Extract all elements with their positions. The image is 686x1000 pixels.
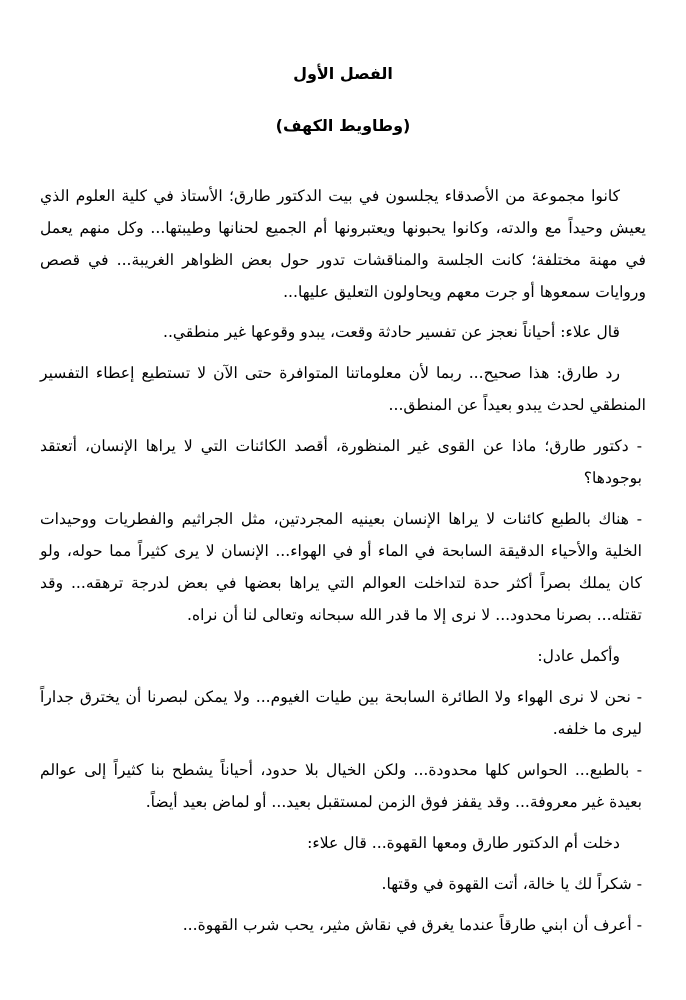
document-page xyxy=(40,0,646,1000)
chapter-subtitle: (وطاويط الكهف) xyxy=(275,116,411,135)
paragraph-question: - دكتور طارق؛ ماذا عن القوى غير المنظورة، أقصد الكائنات التي لا يراها الإنسان، أتعتقد بوجودها؟ xyxy=(40,437,642,487)
paragraph-adel: - نحن لا نرى الهواء ولا الطائرة السابحة بين طيات الغيوم... ولا يمكن لبصرنا أن يخترق جداراً ليرى ما خلفه. xyxy=(40,688,642,738)
paragraph-mother-enters: دخلت أم الدكتور طارق ومعها القهوة... قال علاء: xyxy=(307,834,620,852)
paragraph-thanks: - شكراً لك يا خالة، أتت القهوة في وقتها. xyxy=(381,875,642,893)
paragraph-adel-intro: وأكمل عادل: xyxy=(537,647,620,665)
paragraph-alaa-1: قال علاء: أحياناً نعجز عن تفسير حادثة وقعت، يبدو وقوعها غير منطقي.. xyxy=(163,323,620,341)
chapter-title: الفصل الأول xyxy=(293,64,393,83)
paragraph-answer: - هناك بالطبع كائنات لا يراها الإنسان بعينيه المجردتين، مثل الجراثيم والفطريات ووحيدات الخلية والأحياء الدقيقة السابحة في الماء أو في الهواء... الإنسان لا يرى كثيراً مما حوله، ولو كان يملك بصراً أكثر حدة لتداخلت العوالم التي يراها بعضها في بعض لدرجة ترهقه... وقد تقتله... بصرنا محدود... لا نرى إلا ما قدر الله سبحانه وتعالى لنا أن نراه. xyxy=(40,510,642,624)
paragraph-mother-reply: - أعرف أن ابني طارقاً عندما يغرق في نقاش مثير، يحب شرب القهوة... xyxy=(182,916,642,934)
document-body xyxy=(40,180,646,950)
paragraph-tariq-reply: رد طارق: هذا صحيح... ربما لأن معلوماتنا المتوافرة حتى الآن لا تستطيع إعطاء التفسير المنطقي لحدث يبدو بعيداً عن المنطق... xyxy=(40,364,646,414)
paragraph-senses: - بالطبع... الحواس كلها محدودة... ولكن الخيال بلا حدود، أحياناً يشطح بنا كثيراً إلى عوالم بعيدة غير معروفة... وقد يقفز فوق الزمن لمستقبل بعيد... أو لماض بعيد أيضاً. xyxy=(40,761,642,811)
paragraph-intro: كانوا مجموعة من الأصدقاء يجلسون في بيت الدكتور طارق؛ الأستاذ في كلية العلوم الذي يعيش وحيداً مع والدته، وكانوا يحبونها ويعتبرونها أم الجميع لحنانها وطيبتها... وكل منهم يعمل في مهنة مختلفة؛ كانت الجلسة والمناقشات تدور حول بعض الظواهر الغريبة... في قصص وروايات سمعوها أو جرت معهم ويحاولون التعليق عليها... xyxy=(40,187,646,301)
